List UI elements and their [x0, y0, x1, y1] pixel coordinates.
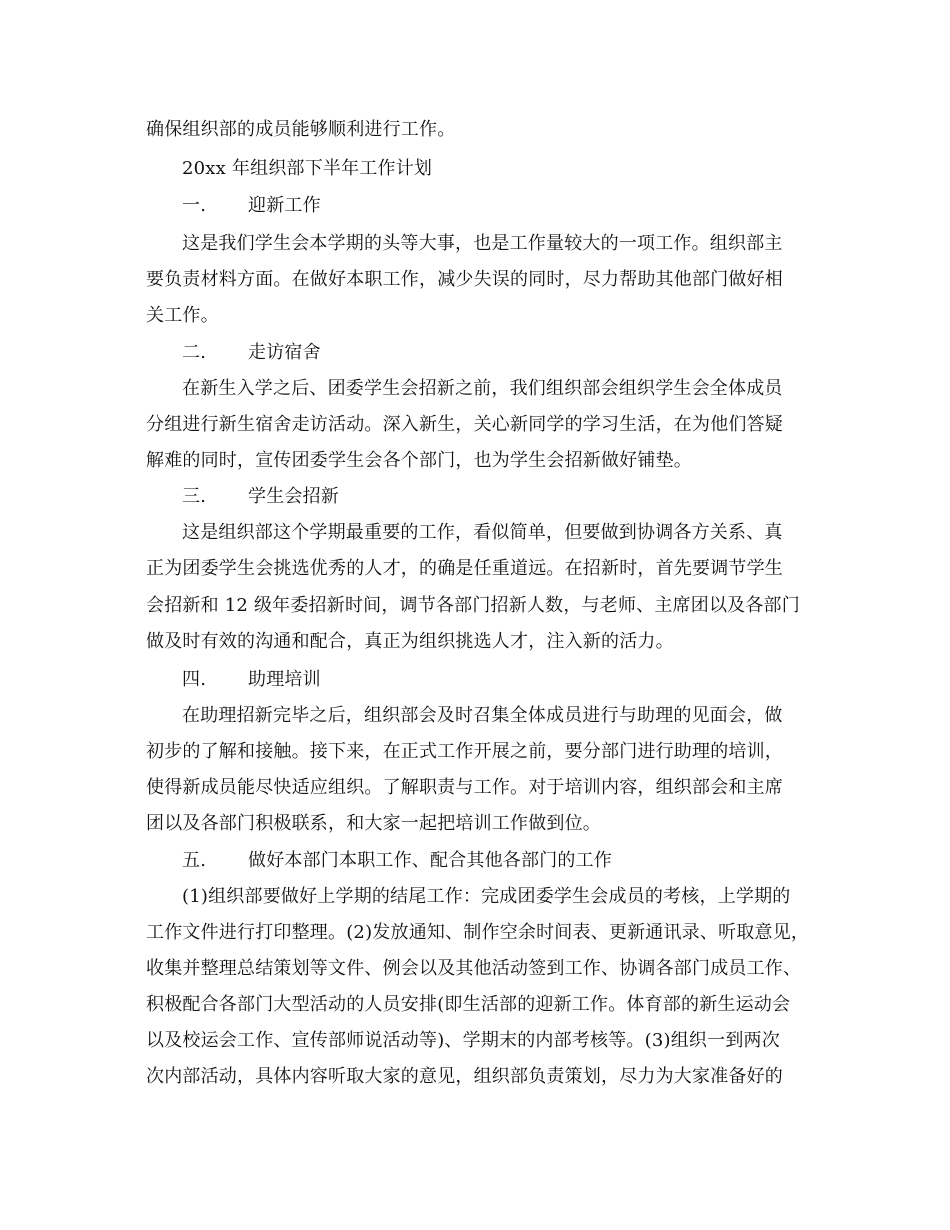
paragraph-line: 以及校运会工作、宣传部师说活动等)、学期末的内部考核等。(3)组织一到两次 [146, 1030, 780, 1051]
paragraph-line: 使得新成员能尽快适应组织。了解职责与工作。对于培训内容，组织部会和主席 [146, 777, 783, 798]
paragraph-line: 解难的同时，宣传团委学生会各个部门，也为学生会招新做好铺垫。 [146, 450, 692, 471]
section-number: 二. [182, 342, 207, 363]
paragraph-line: 在新生入学之后、团委学生会招新之前，我们组织部会组织学生会全体成员 [182, 378, 783, 399]
section-number: 一. [182, 195, 207, 216]
paragraph-line: 工作文件进行打印整理。(2)发放通知、制作空余时间表、更新通讯录、听取意见， [146, 922, 810, 943]
section-number: 四. [182, 669, 207, 690]
paragraph-line: 分组进行新生宿舍走访活动。深入新生，关心新同学的学习生活，在为他们答疑 [146, 414, 783, 435]
paragraph-line: 这是我们学生会本学期的头等大事，也是工作量较大的一项工作。组织部主 [182, 233, 783, 254]
section-number: 五. [182, 850, 207, 871]
paragraph-line: 这是组织部这个学期最重要的工作，看似简单，但要做到协调各方关系、真 [182, 522, 783, 543]
plan-title: 20xx 年组织部下半年工作计划 [182, 158, 433, 179]
paragraph-line: 初步的了解和接触。接下来，在正式工作开展之前，要分部门进行助理的培训， [146, 741, 783, 762]
paragraph-line: 团以及各部门积极联系，和大家一起把培训工作做到位。 [146, 813, 601, 834]
text-line: 确保组织部的成员能够顺利进行工作。 [146, 119, 456, 140]
section-heading: 学生会招新 [248, 486, 339, 507]
paragraph-line: 在助理招新完毕之后，组织部会及时召集全体成员进行与助理的见面会，做 [182, 705, 783, 726]
section-heading: 迎新工作 [248, 195, 321, 216]
section-heading: 助理培训 [248, 669, 321, 690]
paragraph-line: 要负责材料方面。在做好本职工作，减少失误的同时，尽力帮助其他部门做好相 [146, 269, 783, 290]
paragraph-line: 收集并整理总结策划等文件、例会以及其他活动签到工作、协调各部门成员工作、 [146, 958, 802, 979]
section-heading: 走访宿舍 [248, 342, 321, 363]
paragraph-line: 正为团委学生会挑选优秀的人才，的确是任重道远。在招新时，首先要调节学生 [146, 558, 783, 579]
paragraph-line: 次内部活动，具体内容听取大家的意见，组织部负责策划，尽力为大家准备好的 [146, 1066, 783, 1087]
section-number: 三. [182, 486, 207, 507]
paragraph-line: 做及时有效的沟通和配合，真正为组织挑选人才，注入新的活力。 [146, 631, 674, 652]
paragraph-line: 积极配合各部门大型活动的人员安排(即生活部的迎新工作。体育部的新生运动会 [146, 994, 791, 1015]
paragraph-line: 会招新和 12 级年委招新时间，调节各部门招新人数，与老师、主席团以及各部门 [146, 595, 800, 616]
paragraph-line: (1)组织部要做好上学期的结尾工作：完成团委学生会成员的考核，上学期的 [182, 886, 791, 907]
section-heading: 做好本部门本职工作、配合其他各部门的工作 [248, 850, 612, 871]
paragraph-line: 关工作。 [146, 305, 219, 326]
